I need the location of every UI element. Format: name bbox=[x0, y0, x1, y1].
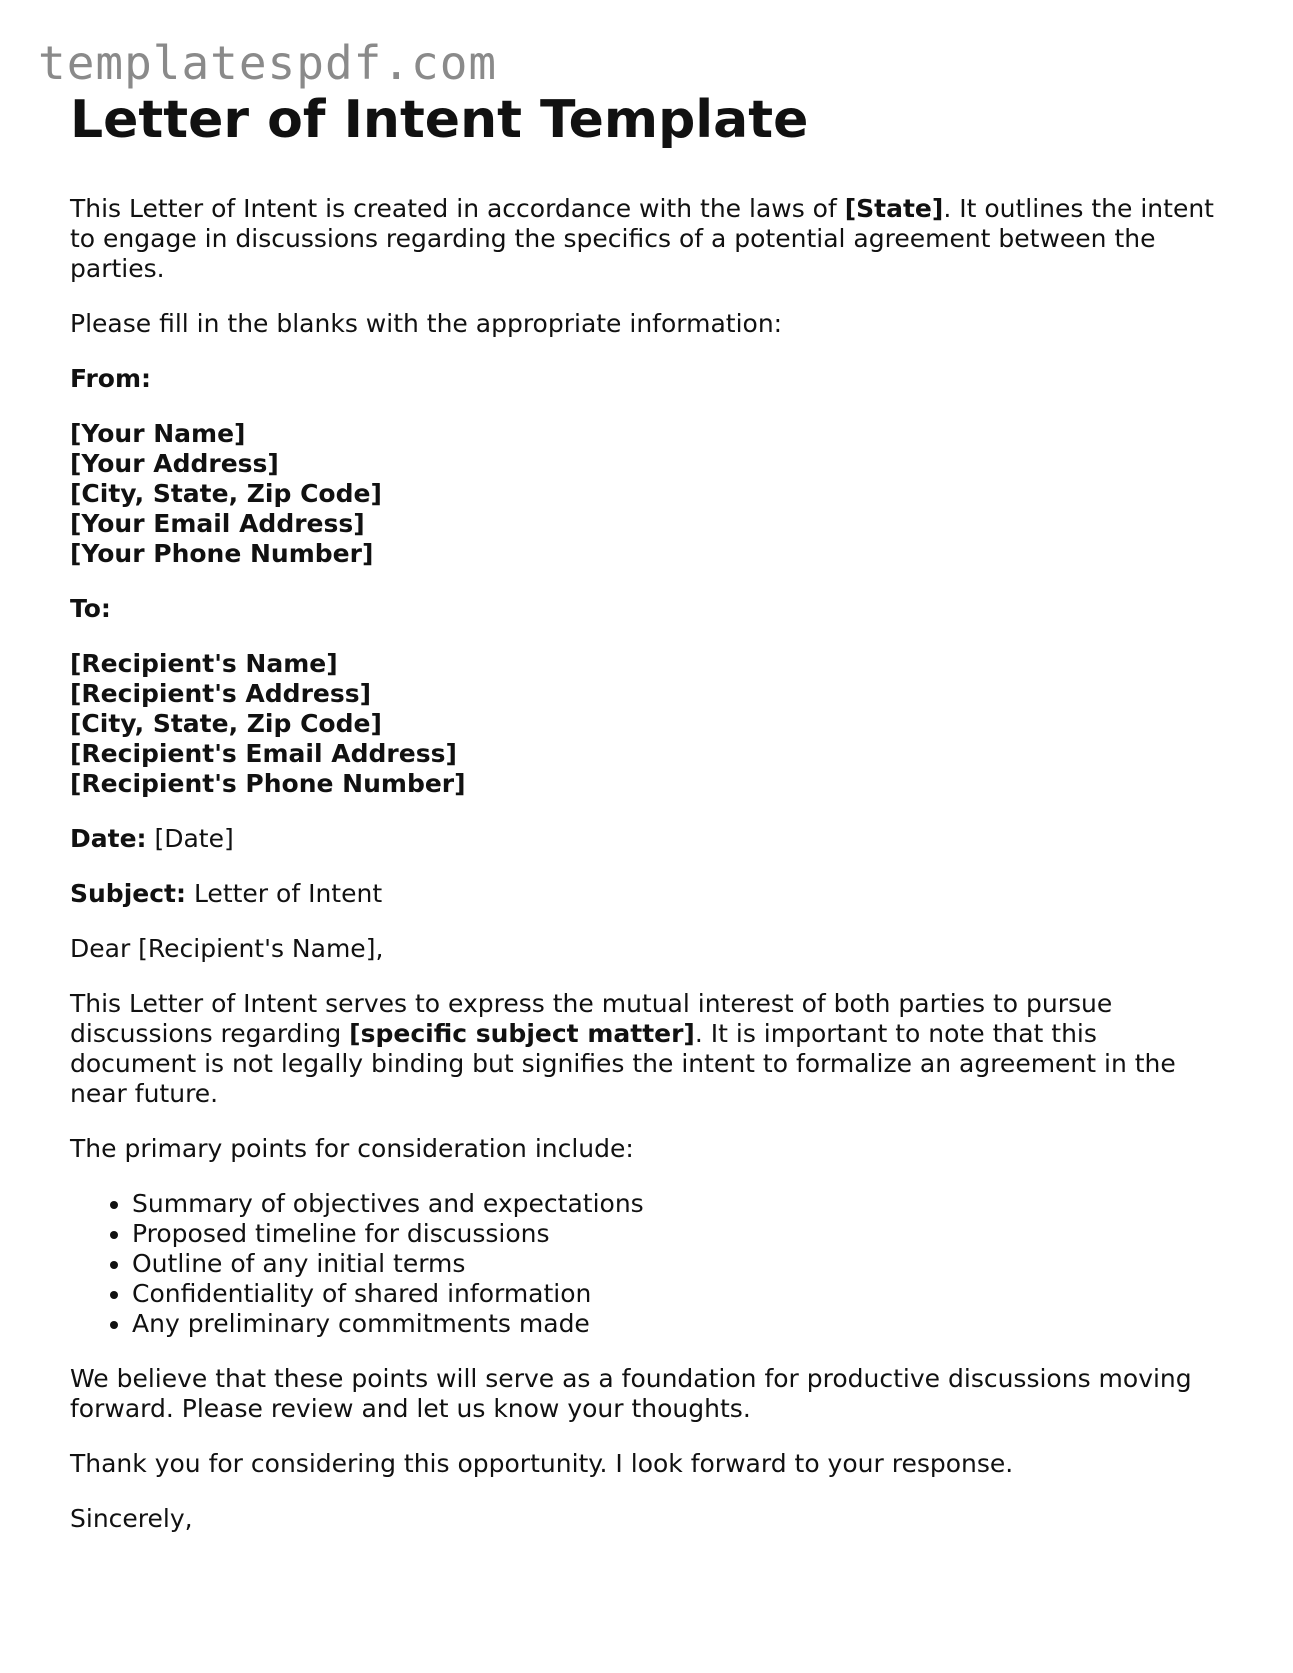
subject-matter-placeholder: [specific subject matter] bbox=[349, 1019, 695, 1048]
subject-line: Subject: Letter of Intent bbox=[70, 879, 383, 908]
from-line: [Your Phone Number] bbox=[70, 539, 374, 568]
intro-paragraph: This Letter of Intent is created in accordance with the laws of [State]. It outlines the intent to engage in discussions regarding the specifics of a potential agreement between the parties. bbox=[70, 194, 1214, 283]
to-line: [Recipient's Name] bbox=[70, 649, 338, 678]
from-line: [City, State, Zip Code] bbox=[70, 479, 382, 508]
from-block bbox=[70, 419, 1220, 569]
document-title: Letter of Intent Template bbox=[70, 90, 809, 150]
salutation: Dear [Recipient's Name], bbox=[70, 934, 384, 963]
to-label: To: bbox=[70, 594, 111, 623]
points-intro: The primary points for consideration include: bbox=[70, 1134, 634, 1163]
list-item: • Proposed timeline for discussions bbox=[132, 1219, 1220, 1249]
list-item: • Outline of any initial terms bbox=[132, 1249, 1220, 1279]
from-line: [Your Name] bbox=[70, 419, 246, 448]
to-block bbox=[70, 649, 1220, 799]
thanks-paragraph: Thank you for considering this opportunity. I look forward to your response. bbox=[70, 1449, 1014, 1478]
list-item: • Confidentiality of shared information bbox=[132, 1279, 1220, 1309]
instruction-text: Please fill in the blanks with the appropriate information: bbox=[70, 309, 783, 338]
from-line: [Your Address] bbox=[70, 449, 279, 478]
watermark: templatespdf.com bbox=[38, 36, 498, 90]
closing: Sincerely, bbox=[70, 1504, 193, 1533]
date-line: Date: [Date] bbox=[70, 824, 234, 853]
to-line: [City, State, Zip Code] bbox=[70, 709, 382, 738]
state-placeholder: [State] bbox=[844, 194, 944, 223]
body-paragraph-2: We believe that these points will serve as a foundation for productive discussions moving forward. Please review and let us know your thoughts. bbox=[70, 1364, 1192, 1423]
document-page bbox=[70, 88, 1220, 1559]
to-line: [Recipient's Address] bbox=[70, 679, 372, 708]
from-line: [Your Email Address] bbox=[70, 509, 365, 538]
to-line: [Recipient's Email Address] bbox=[70, 739, 457, 768]
body-paragraph-1: This Letter of Intent serves to express the mutual interest of both parties to pursue discussions regarding [specific subject matter]. It is important to note that this document is not legally binding but signifies the intent to formalize an agreement in the near future. bbox=[70, 989, 1176, 1108]
from-label: From: bbox=[70, 364, 152, 393]
points-list bbox=[70, 1189, 1220, 1339]
to-line: [Recipient's Phone Number] bbox=[70, 769, 466, 798]
list-item: • Summary of objectives and expectations bbox=[132, 1189, 1220, 1219]
list-item: • Any preliminary commitments made bbox=[132, 1309, 1220, 1339]
